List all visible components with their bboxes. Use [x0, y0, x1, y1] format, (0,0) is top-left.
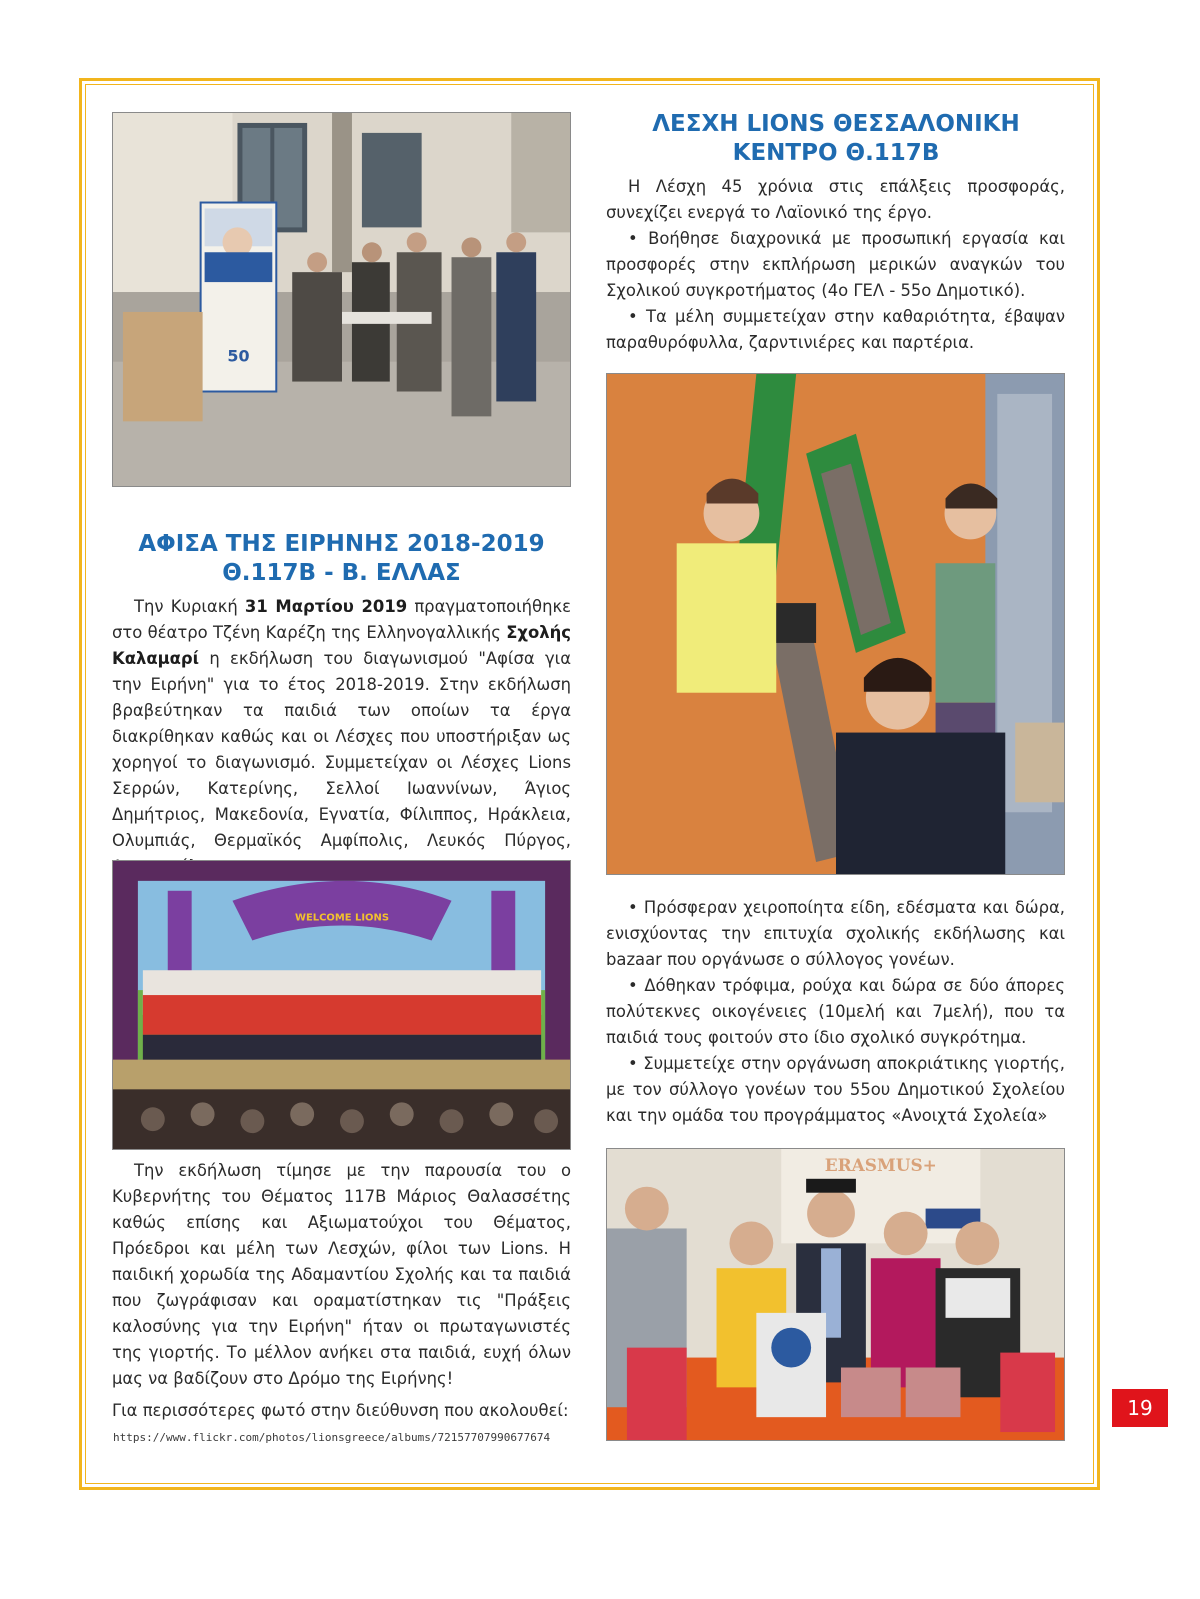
- section1-bullet: • Τα μέλη συμμετείχαν στην καθαριότητα, έβαψαν παραθυρόφυλλα, ζαρντινιέρες και παρτέρια.: [606, 307, 1065, 352]
- section1-bullet: • Πρόσφεραν χειροποίητα είδη, εδέσματα και δώρα, ενισχύοντας την επιτυχία σχολικής εκδήλωσης και bazaar που οργάνωσε ο σύλλογος γονέων.: [606, 898, 1065, 969]
- erasmus-sign-text: ERASMUS+: [824, 1154, 937, 1175]
- section2-continued-text: [112, 1158, 571, 1424]
- school-name: Σχολής Καλαμαρί: [112, 623, 571, 668]
- section2-paragraph: [112, 594, 571, 880]
- section1-text: [606, 174, 1065, 356]
- event-date: 31 Μαρτίου 2019: [244, 597, 408, 616]
- section1-heading: [606, 110, 1066, 168]
- section2-paragraph: Για περισσότερες φωτό στην διεύθυνση που ακολουθεί:: [112, 1401, 569, 1420]
- section2-heading: [112, 530, 571, 588]
- page-number-badge: 19: [1112, 1389, 1168, 1427]
- text-run: η εκδήλωση του διαγωνισμού "Αφίσα για την Ειρήνη" για το έτος 2018-2019. Στην εκδήλωση βραβεύτηκαν τα παιδιά των οποίων τα έργα διακρίθηκαν καθώς και οι Λέσχες που υποστήριξαν ως χορηγοί το διαγωνισμό. Συμμετείχαν οι Λέσχες Lions Σερρών, Κατερίνης, Σελλοί Ιωαννίνων, Άγιος Δημήτριος, Μακεδονία, Εγνατία, Φίλιππος, Ηράκλεια, Ολυμπιάς, Θερμαϊκός Αμφίπολις, Λευκός Πύργος,: [112, 649, 571, 850]
- text-run: Την Κυριακή: [134, 597, 245, 616]
- photo-erasmus-group: [606, 1148, 1065, 1441]
- section2-heading-line2: Θ.117Β - Β. ΕΛΛΑΣ: [222, 560, 461, 586]
- photo-street-stand: [112, 112, 571, 487]
- section2-text: [112, 594, 571, 880]
- section1-bullet: • Συμμετείχε στην οργάνωση αποκριάτικης γιορτής, με τον σύλλογο γονέων του 55ου Δημοτικού Σχολείου και την ομάδα του προγράμματος «Ανοιχτά Σχολεία»: [606, 1054, 1065, 1125]
- section1-continued-text: [606, 895, 1065, 1129]
- photo-choir-stage: [112, 860, 571, 1150]
- welcome-banner-text: WELCOME LIONS: [294, 912, 390, 924]
- section1-heading-line1: ΛΕΣΧΗ LIONS ΘΕΣΣΑΛΟΝΙΚΗ: [652, 111, 1020, 137]
- section1-heading-line2: ΚΕΝΤΡΟ Θ.117Β: [732, 140, 940, 166]
- photo-painting-shutters: [606, 373, 1065, 875]
- poster-fifty-text: 50: [227, 346, 250, 366]
- section1-bullet: • Βοήθησε διαχρονικά με προσωπική εργασία και προσφορές στην εκπλήρωση μερικών αναγκών του Σχολικού συγκροτήματος (4ο ΓΕΛ - 55ο Δημοτικό).: [606, 229, 1065, 300]
- section1-bullet: • Δόθηκαν τρόφιμα, ρούχα και δώρα σε δύο άπορες πολύτεκνες οικογένειες (10μελή και 7μελή), που τα παιδιά τους φοιτούν στο ίδιο σχολικό συγκρότημα.: [606, 976, 1065, 1047]
- section1-paragraph: Η Λέσχη 45 χρόνια στις επάλξεις προσφοράς, συνεχίζει ενεργά το Λαϊονικό της έργο.: [606, 177, 1065, 222]
- section2-paragraph: Την εκδήλωση τίμησε με την παρουσία του ο Κυβερνήτης του Θέματος 117Β Μάριος Θαλασσέτης καθώς επίσης και Αξιωματούχοι του Θέματος, Πρόεδροι και μέλη των Λεσχών, φίλοι των Lions. Η παιδική χορωδία της Αδαμαντίου Σχολής και τα παιδιά που ζωγράφισαν και οραματίστηκαν τις "Πράξεις καλοσύνης για την Ειρήνη" ήταν οι πρωταγωνιστές της γιορτής. Το μέλλον ανήκει στα παιδιά, ευχή όλων μας να βαδίζουν στο Δρόμο της Ειρήνης!: [112, 1161, 571, 1388]
- text-run: πραγματοποιήθηκε στο θέατρο Τζένη Καρέζη της Ελληνογαλλικής: [112, 597, 571, 642]
- section2-heading-line1: ΑΦΙΣΑ ΤΗΣ ΕΙΡΗΝΗΣ 2018-2019: [138, 531, 545, 557]
- flickr-album-link[interactable]: https://www.flickr.com/photos/lionsgreece/albums/72157707990677674: [113, 1431, 551, 1444]
